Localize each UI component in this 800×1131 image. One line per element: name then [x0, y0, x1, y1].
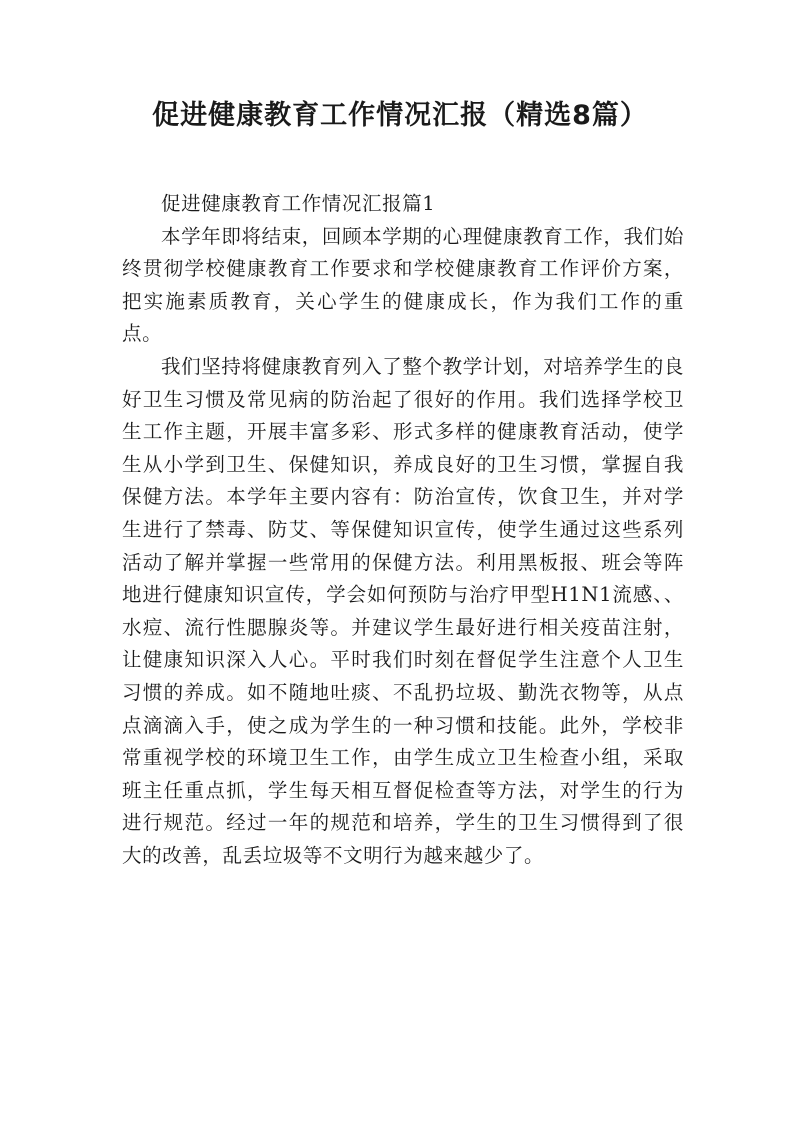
paragraph: 我们坚持将健康教育列入了整个教学计划，对培养学生的良好卫生习惯及常见病的防治起了很好的作用。我们选择学校卫生工作主题，开展丰富多彩、形式多样的健康教育活动，使学生从小学到卫生、保健知识，养成良好的卫生习惯，掌握自我保健方法。本学年主要内容有：防治宣传，饮食卫生，并对学生进行了禁毒、防艾、等保健知识宣传，使学生通过这些系列活动了解并掌握一些常用的保健方法。利用黑板报、班会等阵地进行健康知识宣传，学会如何预防与治疗甲型H1N1流感、、水痘、流行性腮腺炎等。并建议学生最好进行相关疫苗注射，让健康知识深入人心。平时我们时刻在督促学生注意个人卫生习惯的养成。如不随地吐痰、不乱扔垃圾、勤洗衣物等，从点点滴滴入手，使之成为学生的一种习惯和技能。此外，学校非常重视学校的环境卫生工作，由学生成立卫生检查小组，采取班主任重点抓，学生每天相互督促检查等方法，对学生的行为进行规范。经过一年的规范和培养，学生的卫生习惯得到了很大的改善，乱丢垃圾等不文明行为越来越少了。: [122, 354, 684, 867]
document-title: 促进健康教育工作情况汇报（精选8篇）: [152, 100, 648, 131]
section-heading: 促进健康教育工作情况汇报篇1: [161, 192, 436, 215]
paragraph: 本学年即将结束，回顾本学期的心理健康教育工作，我们始终贯彻学校健康教育工作要求和学校健康教育工作评价方案，把实施素质教育，关心学生的健康成长，作为我们工作的重点。: [122, 224, 684, 346]
document-body: [122, 188, 684, 872]
